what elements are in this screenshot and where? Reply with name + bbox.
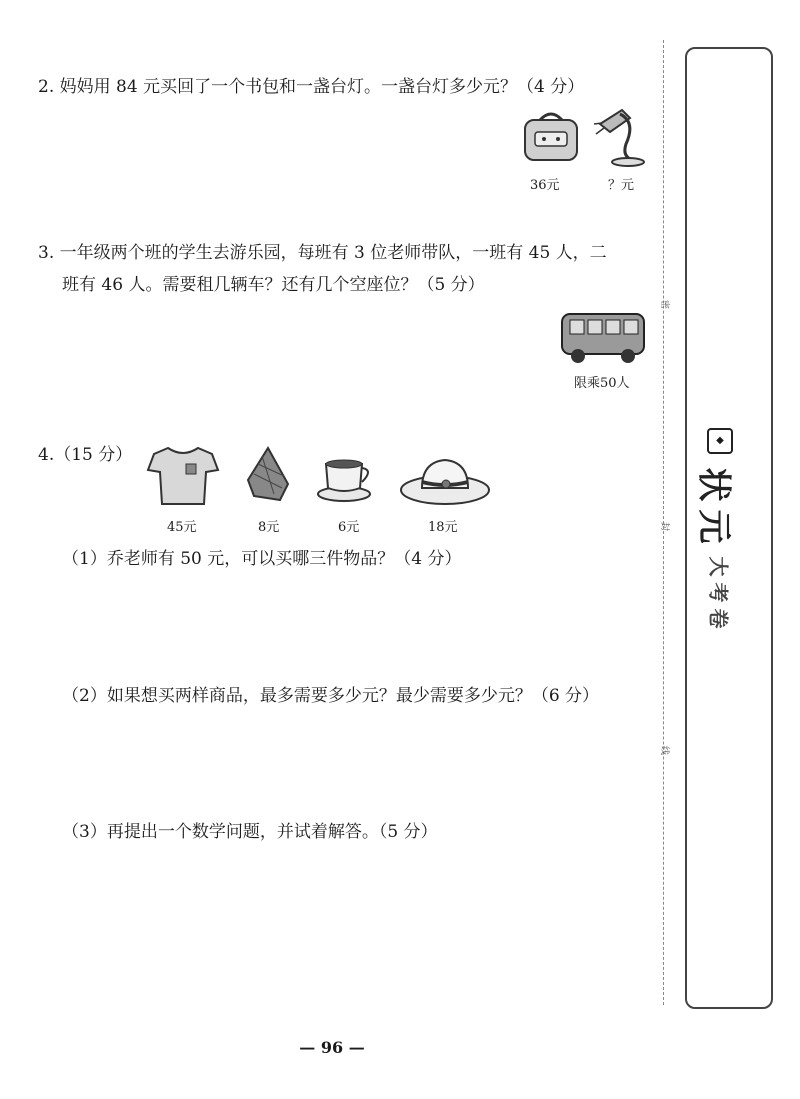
- cup-price: 6元: [338, 520, 360, 535]
- scarf-price: 8元: [258, 520, 280, 535]
- scarf-icon: [244, 444, 296, 506]
- page-number: — 96 —: [299, 1038, 365, 1057]
- bus-icon: [556, 306, 648, 366]
- seal-mark-1: 密: [659, 299, 670, 310]
- seal-mark-2: 封: [659, 521, 670, 532]
- tshirt-price: 45元: [167, 520, 197, 535]
- seal-mark-3: 线: [659, 745, 670, 756]
- desk-lamp-icon: [592, 104, 648, 168]
- sun-hat-icon: [398, 454, 492, 508]
- question-3-line2: 班有 46 人。需要租几辆车？还有几个空座位？（5 分）: [62, 275, 485, 295]
- question-3-line1: 3. 一年级两个班的学生去游乐园，每班有 3 位老师带队，一班有 45 人，二: [38, 243, 607, 263]
- question-4-part-2: （2）如果想买两样商品，最多需要多少元？最少需要多少元？（6 分）: [62, 686, 600, 706]
- question-4-text: 4.（15 分）: [38, 445, 133, 465]
- question-2-text: 2. 妈妈用 84 元买回了一个书包和一盏台灯。一盏台灯多少元？（4 分）: [38, 77, 585, 97]
- tshirt-icon: [146, 444, 220, 508]
- question-4-part-3: （3）再提出一个数学问题，并试着解答。（5 分）: [62, 822, 438, 842]
- brand-badge-icon: ◆: [707, 428, 733, 454]
- bus-capacity-label: 限乘50人: [574, 376, 630, 391]
- lamp-price: ？元: [608, 178, 635, 193]
- brand-logo: 状 元 大 考 卷: [693, 467, 734, 629]
- hat-price: 18元: [428, 520, 458, 535]
- question-4-part-1: （1）乔老师有 50 元，可以买哪三件物品？（4 分）: [62, 549, 462, 569]
- coffee-cup-icon: [314, 454, 378, 504]
- bag-price: 36元: [530, 178, 560, 193]
- schoolbag-icon: [520, 110, 582, 166]
